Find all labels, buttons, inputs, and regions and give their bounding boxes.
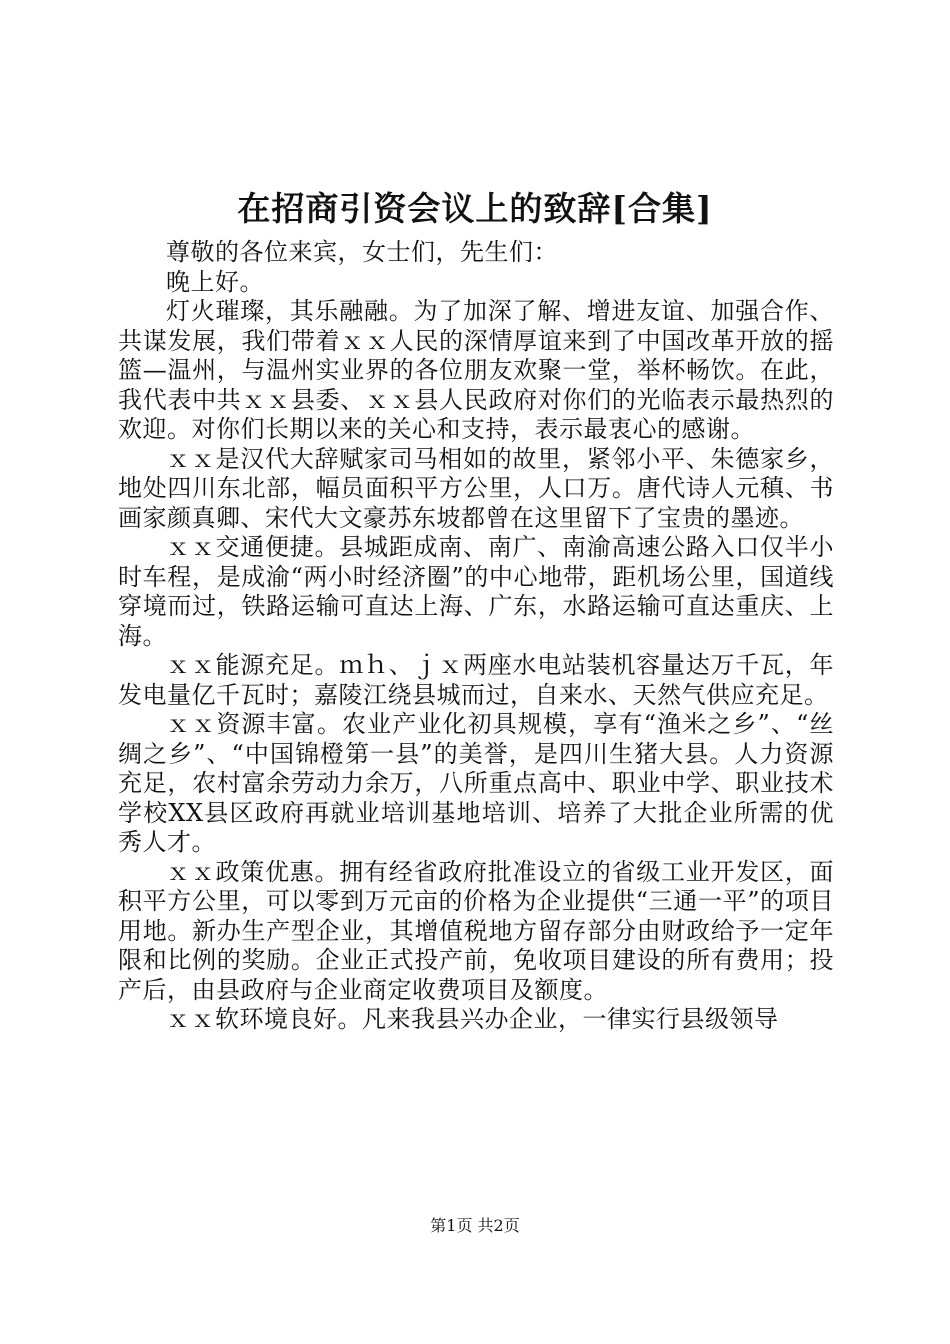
paragraph-history: ｘｘ是汉代大辞赋家司马相如的故里，紧邻小平、朱德家乡，地处四川东北部，幅员面积平方公里，人口万。唐代诗人元稹、书画家颜真卿、宋代大文豪苏东坡都曾在这里留下了宝贵的墨迹。	[118, 444, 834, 532]
document-title: 在招商引资会议上的致辞[合集]	[237, 189, 713, 228]
paragraph-transport: ｘｘ交通便捷。县城距成南、南广、南渝高速公路入口仅半小时车程，是成渝“两小时经济圈”的中心地带，距机场公里，国道线穿境而过，铁路运输可直达上海、广东，水路运输可直达重庆、上海。	[118, 533, 834, 650]
paragraph-salutation: 尊敬的各位来宾，女士们，先生们：	[166, 238, 558, 266]
page-number-footer: 第1页 共2页	[430, 1216, 520, 1235]
paragraph-welcome: 灯火璀璨，其乐融融。为了加深了解、增进友谊、加强合作、共谋发展，我们带着ｘｘ人民的深情厚谊来到了中国改革开放的摇篮—温州，与温州实业界的各位朋友欢聚一堂，举杯畅饮。在此，我代表中共ｘｘ县委、ｘｘ县人民政府对你们的光临表示最热烈的欢迎。对你们长期以来的关心和支持，表示最衷心的感谢。	[118, 297, 834, 443]
document-body	[118, 238, 834, 1035]
paragraph-energy: ｘｘ能源充足。ｍｈ、ｊｘ两座水电站装机容量达万千瓦，年发电量亿千瓦时；嘉陵江绕县城而过，自来水、天然气供应充足。	[118, 651, 834, 709]
paragraph-policy: ｘｘ政策优惠。拥有经省政府批准设立的省级工业开发区，面积平方公里，可以零到万元亩的价格为企业提供“三通一平”的项目用地。新办生产型企业，其增值税地方留存部分由财政给予一定年限和比例的奖励。企业正式投产前，免收项目建设的所有费用；投产后，由县政府与企业商定收费项目及额度。	[118, 857, 834, 1004]
paragraph-resources: ｘｘ资源丰富。农业产业化初具规模，享有“渔米之乡”、“丝绸之乡”、“中国锦橙第一县”的美誉，是四川生猪大县。人力资源充足，农村富余劳动力余万，八所重点高中、职业中学、职业技术学校XX县区政府再就业培训基地培训、培养了大批企业所需的优秀人才。	[118, 710, 834, 856]
paragraph-greeting: 晚上好。	[166, 267, 264, 296]
paragraph-environment: ｘｘ软环境良好。凡来我县兴办企业，一律实行县级领导	[166, 1005, 779, 1033]
